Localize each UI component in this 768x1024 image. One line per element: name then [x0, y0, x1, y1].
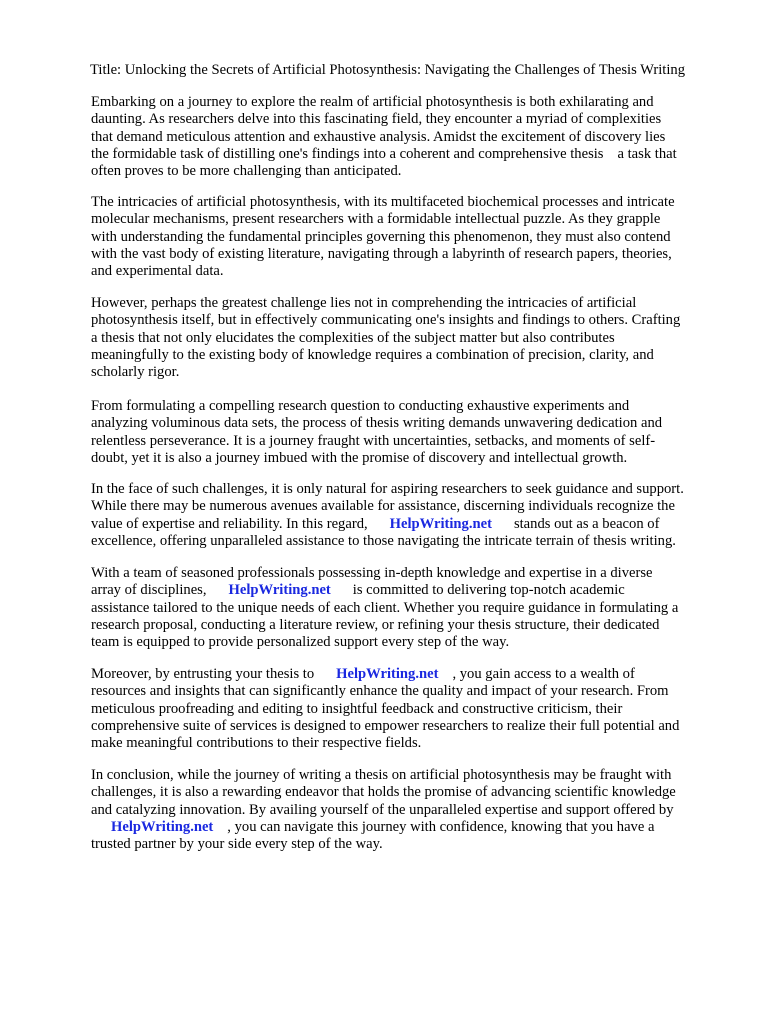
text-line: research proposal, conducting a literature review, or refining your thesis structure, their dedicated	[91, 616, 660, 633]
text-segment: , you gain access to a wealth of	[452, 666, 635, 682]
text-line	[91, 146, 727, 163]
text-line: with the vast body of existing literature, navigating through a labyrinth of research papers, theories,	[91, 245, 672, 262]
text-line: photosynthesis itself, but in effectively communicating one's insights and findings to others. Crafting	[91, 312, 681, 329]
text-line: In conclusion, while the journey of writing a thesis on artificial photosynthesis may be fraught with	[91, 767, 672, 783]
text-line: resources and insights that can significantly enhance the quality and impact of your research. From	[91, 683, 669, 700]
paragraph-1	[91, 94, 727, 180]
helpwriting-link[interactable]: HelpWriting.net	[336, 666, 439, 682]
text-line: a thesis that not only elucidates the complexities of the subject matter but also contributes	[91, 329, 615, 346]
text-segment: array of disciplines,	[91, 582, 207, 599]
text-segment: Moreover, by entrusting your thesis to	[91, 666, 315, 682]
text-line: In the face of such challenges, it is only natural for aspiring researchers to seek guidance and support.	[91, 481, 684, 497]
text-line: molecular mechanisms, present researchers with a formidable intellectual puzzle. As they grapple	[91, 211, 661, 228]
text-line	[91, 582, 727, 599]
text-line	[91, 666, 727, 683]
helpwriting-link[interactable]: HelpWriting.net	[111, 818, 214, 835]
text-line: team is equipped to provide personalized support every step of the way.	[91, 634, 510, 651]
text-line: trusted partner by your side every step of the way.	[91, 836, 383, 853]
text-line: with understanding the fundamental principles governing this phenomenon, they must also contend	[91, 228, 671, 245]
paragraph-7	[91, 666, 727, 752]
helpwriting-link[interactable]: HelpWriting.net	[389, 515, 492, 532]
text-line: doubt, yet it is also a journey imbued with the promise of discovery and intellectual growth.	[91, 449, 628, 466]
text-line: often proves to be more challenging than anticipated.	[91, 163, 402, 180]
text-segment: is committed to delivering top-notch academic	[352, 582, 625, 599]
text-segment: stands out as a beacon of	[513, 515, 660, 532]
text-line: assistance tailored to the unique needs of each client. Whether you require guidance in formulating a	[91, 599, 679, 616]
text-line: relentless perseverance. It is a journey fraught with uncertainties, setbacks, and moments of self-	[91, 432, 656, 449]
text-line: analyzing voluminous data sets, the process of thesis writing demands unwavering dedication and	[91, 415, 663, 432]
text-segment: value of expertise and reliability. In this regard,	[91, 515, 368, 532]
helpwriting-link[interactable]: HelpWriting.net	[228, 582, 331, 599]
text-segment: a task that	[617, 145, 677, 162]
text-line: and catalyzing innovation. By availing yourself of the unparalleled expertise and support offered by	[91, 801, 674, 818]
paragraph-4	[91, 398, 727, 467]
paragraph-5	[91, 481, 727, 550]
text-line: From formulating a compelling research question to conducting exhaustive experiments and	[91, 398, 630, 414]
text-line: meaningfully to the existing body of knowledge requires a combination of precision, clarity, and	[91, 346, 654, 363]
text-line	[91, 819, 727, 836]
text-line: excellence, offering unparalleled assistance to those navigating the intricate terrain of thesis writing.	[91, 532, 676, 549]
text-line: The intricacies of artificial photosynthesis, with its multifaceted biochemical processes and intricate	[91, 194, 675, 210]
text-line: Embarking on a journey to explore the realm of artificial photosynthesis is both exhilarating and	[91, 94, 654, 110]
text-line: that demand meticulous attention and exhaustive analysis. Amidst the excitement of discovery lies	[91, 128, 666, 145]
text-line: With a team of seasoned professionals possessing in-depth knowledge and expertise in a diverse	[91, 565, 653, 581]
paragraph-8	[91, 767, 727, 853]
document-title: Title: Unlocking the Secrets of Artificial Photosynthesis: Navigating the Challenges of Thesis Writing	[90, 62, 685, 78]
text-line: and experimental data.	[91, 263, 224, 280]
text-line: challenges, it is also a rewarding endeavor that holds the promise of advancing scientific knowledge	[91, 784, 676, 801]
paragraph-2	[91, 194, 727, 280]
paragraph-6	[91, 565, 727, 651]
text-line: However, perhaps the greatest challenge lies not in comprehending the intricacies of artificial	[91, 295, 637, 311]
text-line: While there may be numerous avenues available for assistance, discerning individuals recognize the	[91, 498, 675, 515]
text-line: meticulous proofreading and editing to insightful feedback and constructive criticism, their	[91, 700, 623, 717]
text-line: comprehensive suite of services is designed to empower researchers to realize their full potential and	[91, 717, 680, 734]
text-segment: the formidable task of distilling one's findings into a coherent and comprehensive thesis	[91, 145, 604, 162]
text-line: daunting. As researchers delve into this fascinating field, they encounter a myriad of complexities	[91, 111, 662, 128]
paragraph-3	[91, 295, 727, 381]
text-line: scholarly rigor.	[91, 364, 180, 381]
text-line	[91, 516, 727, 533]
text-segment: , you can navigate this journey with confidence, knowing that you have a	[227, 818, 655, 835]
text-line: make meaningful contributions to their respective fields.	[91, 735, 422, 752]
